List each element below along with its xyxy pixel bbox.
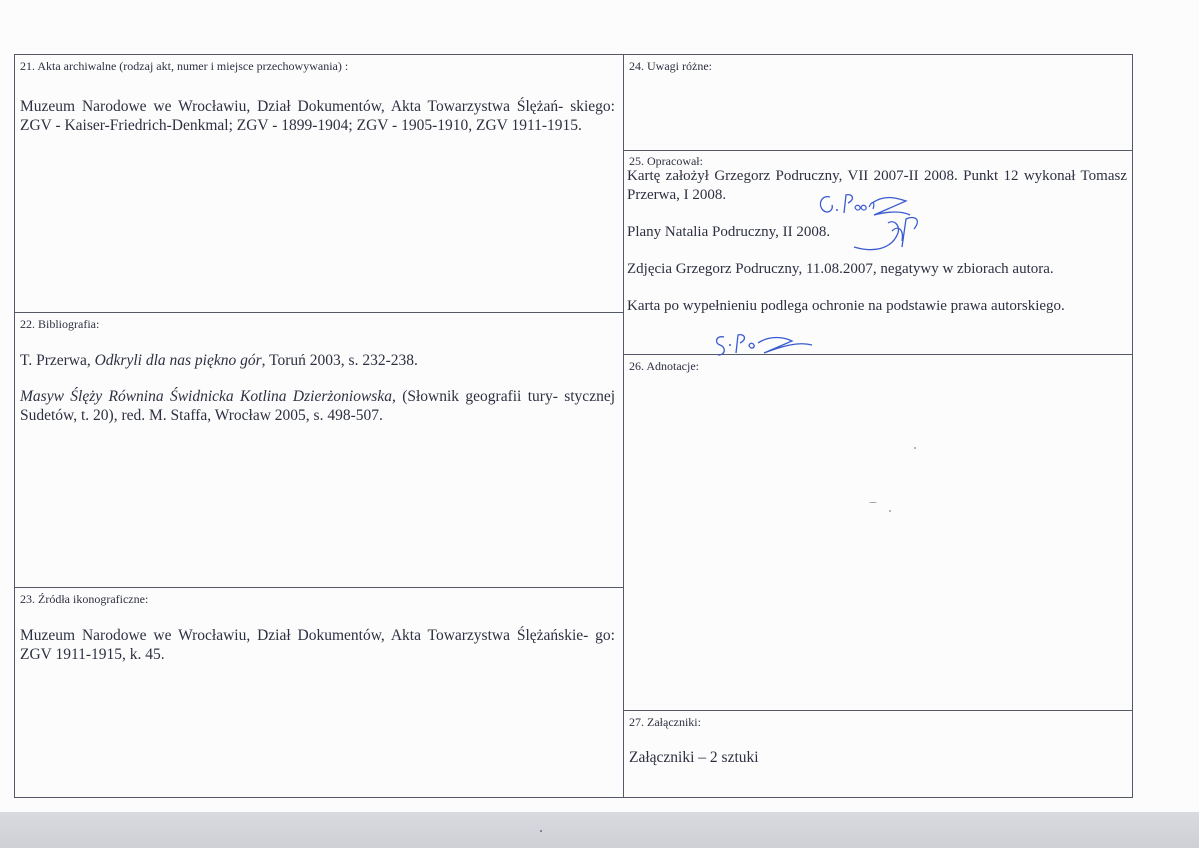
prepared-line-card: Kartę założył Grzegorz Podruczny, VII 2007-II 2008. Punkt 12 wykonał Tomasz Przerwa, I 2008. bbox=[627, 168, 1127, 203]
section-remarks bbox=[624, 55, 1132, 151]
section-annotations bbox=[624, 355, 1132, 711]
bibliography-entry-2-details: , (Słownik geografii tury- stycznej Sudetów, t. 20), red. M. Staffa, Wrocław 2005, s. 498-507. bbox=[20, 388, 616, 424]
prepared-by-notes bbox=[627, 167, 1127, 316]
bibliography-entry-2-title: Masyw Ślęży Równina Świdnicka Kotlina Dzierżoniowska bbox=[20, 388, 392, 405]
section-archives-label: 21. Akta archiwalne (rodzaj akt, numer i miejsce przechowywania) : bbox=[20, 59, 349, 73]
bibliography-entry-1 bbox=[20, 351, 615, 370]
scanner-edge-band bbox=[0, 812, 1199, 848]
section-bibliography bbox=[15, 313, 624, 588]
bibliography-entry-1-details: , Toruń 2003, s. 232-238. bbox=[261, 352, 418, 369]
section-iconography bbox=[15, 588, 624, 797]
section-bibliography-label: 22. Bibliografia: bbox=[20, 317, 100, 331]
scan-speck bbox=[540, 830, 542, 832]
bibliography-entry-2 bbox=[20, 387, 615, 425]
bibliography-entry-1-title: Odkryli dla nas piękno gór bbox=[94, 352, 262, 369]
prepared-line-photos: Zdjęcia Grzegorz Podruczny, 11.08.2007, negatywy w zbiorach autora. bbox=[627, 261, 1054, 277]
section-annotations-label: 26. Adnotacje: bbox=[629, 359, 699, 373]
section-iconography-text: Muzeum Narodowe we Wrocławiu, Dział Dokumentów, Akta Towarzystwa Ślężańskie- go: ZGV 1911-1915, k. 45. bbox=[20, 627, 615, 663]
section-archives bbox=[15, 55, 624, 313]
prepared-line-plans: Plany Natalia Podruczny, II 2008. bbox=[627, 224, 831, 240]
section-prepared-by bbox=[624, 151, 1132, 355]
section-archives-text: Muzeum Narodowe we Wrocławiu, Dział Dokumentów, Akta Towarzystwa Ślężań- skiego: ZGV - Kaiser-Friedrich-Denkmal; ZGV - 1899-1904; ZGV - 1905-1910, ZGV 1911-1915. bbox=[20, 98, 615, 134]
prepared-line-copyright: Karta po wypełnieniu podlega ochronie na podstawie prawa autorskiego. bbox=[627, 298, 1065, 314]
section-remarks-label: 24. Uwagi różne: bbox=[629, 59, 712, 73]
section-attachments bbox=[624, 711, 1132, 797]
section-prepared-by-label: 25. Opracował: bbox=[629, 154, 703, 168]
section-attachments-text: Załączniki – 2 sztuki bbox=[629, 749, 759, 766]
bibliography-list bbox=[20, 351, 615, 425]
section-attachments-label: 27. Załączniki: bbox=[629, 715, 701, 729]
record-form-grid bbox=[14, 54, 1133, 798]
bibliography-entry-1-author: T. Przerwa, bbox=[20, 352, 95, 369]
section-iconography-label: 23. Źródła ikonograficzne: bbox=[20, 592, 149, 606]
